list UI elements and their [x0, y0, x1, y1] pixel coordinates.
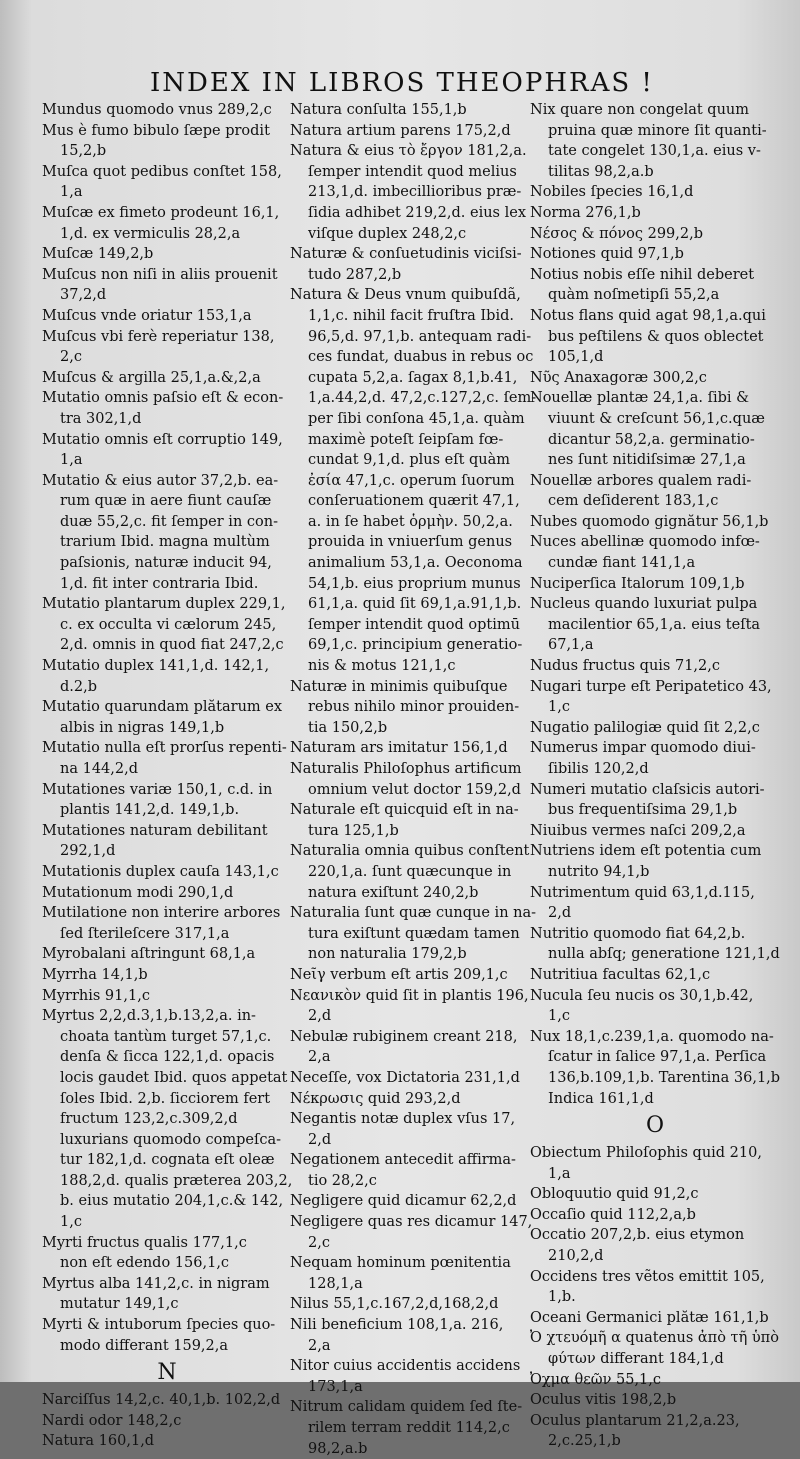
index-entry: Negantis notæ duplex vſus 17,	[290, 1111, 516, 1128]
index-entry: Mutationes naturam debilitant	[42, 822, 268, 839]
index-entry: 210,2,d	[548, 1248, 604, 1265]
index-entry: Natura 160,1,d	[42, 1433, 155, 1450]
index-entry: tilitas 98,2,a.b	[548, 163, 654, 180]
index-entry: Muſcus & argilla 25,1,a.&,2,a	[42, 369, 261, 386]
index-entry: tura exiſtunt quædam tamen	[308, 925, 520, 942]
index-entry: Mundus quomodo vnus 289,2,c	[42, 102, 272, 118]
index-entry: Narciſſus 14,2,c. 40,1,b. 102,2,d	[42, 1392, 281, 1409]
index-entry: 136,b.109,1,b. Tarentina 36,1,b	[548, 1069, 781, 1086]
index-entry: 1,a	[60, 452, 83, 469]
index-entry: Nequam hominum pœnitentia	[290, 1255, 511, 1272]
index-entry: Nucleus quando luxuriat pulpa	[530, 596, 758, 613]
index-entry: Numerus impar quomodo diui-	[530, 740, 756, 757]
index-entry: Naturam ars imitatur 156,1,d	[290, 740, 508, 757]
index-entry: Numeri mutatio claſsicis autori-	[530, 781, 765, 798]
index-entry: Notus flans quid agat 98,1,a.qui	[530, 307, 766, 324]
index-entry: Notiones quid 97,1,b	[530, 246, 684, 263]
index-entry: Nutritiua facultas 62,1,c	[530, 966, 711, 983]
index-entry: nulla abſq; generatione 121,1,d	[548, 946, 780, 963]
index-entry: 2,c.25,1,b	[548, 1433, 621, 1450]
index-entry: Norma 276,1,b	[530, 204, 641, 221]
index-entry: Occaſio quid 112,2,a,b	[530, 1206, 696, 1223]
index-entry: quàm noſmetipſi 55,2,a	[548, 287, 720, 304]
index-entry: 67,1,a	[548, 637, 594, 654]
index-entry: maximè poteſt ſeipſam fœ-	[308, 431, 504, 448]
index-entry: Mutatio omnis eſt corruptio 149,	[42, 431, 283, 448]
index-entry: Mutilatione non interire arbores	[42, 905, 281, 922]
index-entry: 1,d. ex vermiculis 28,2,a	[60, 225, 241, 242]
index-entry: 54,1,b. eius proprium munus	[308, 575, 521, 592]
index-entry: Nitrum calidam quidem ſed ſte-	[290, 1399, 523, 1416]
index-entry: 98,2,a.b	[308, 1440, 368, 1457]
index-entry: cundat 9,1,d. plus eſt quàm	[308, 452, 511, 469]
index-entry: 220,1,a. ſunt quæcunque in	[308, 863, 512, 880]
index-entry: Νῦς Anaxagoræ 300,2,c	[530, 369, 707, 386]
index-entry: conſeruationem quærit 47,1,	[308, 493, 520, 510]
page-header: INDEX IN LIBROS THEOPHRAS !	[150, 68, 654, 98]
index-entry: Naturæ & conſuetudinis viciſsi-	[290, 246, 522, 263]
index-entry: 2,c	[308, 1234, 330, 1251]
index-entry: Nubes quomodo gignătur 56,1,b	[530, 513, 769, 530]
index-entry: bus peſtilens & quos oblectet	[548, 328, 764, 345]
index-entry: Νεανικὸν quid ſit in plantis 196,	[290, 987, 529, 1004]
index-entry: non eſt edendo 156,1,c	[60, 1255, 230, 1272]
index-entry: fructum 123,2,c.309,2,d	[60, 1111, 238, 1128]
index-entry: Natura & Deus vnum quibuſdã,	[290, 287, 521, 304]
index-entry: Myrtus 2,2,d.3,1,b.13,2,a. in-	[42, 1008, 256, 1025]
index-entry: cem deſiderent 183,1,c	[548, 493, 719, 510]
index-entry: 1,c	[548, 699, 570, 716]
index-entry: 128,1,a	[308, 1275, 363, 1292]
index-entry: Muſca quot pedibus conſtet 158,	[42, 163, 282, 180]
index-entry: Muſcæ 149,2,b	[42, 246, 154, 263]
index-entry: Nugari turpe eſt Peripatetico 43,	[530, 678, 772, 695]
index-entry: 1,a.44,2,d. 47,2,c.127,2,c. ſem-	[308, 390, 537, 407]
index-entry: Natura & eius τὸ ἔργον 181,2,a.	[290, 143, 527, 160]
index-entry: Negationem antecedit affirma-	[290, 1152, 516, 1169]
index-entry: 105,1,d	[548, 349, 604, 366]
index-entry: Myrrha 14,1,b	[42, 966, 148, 983]
index-entry: Neῖγ verbum eſt artis 209,1,c	[290, 966, 508, 983]
index-entry: natura exiſtunt 240,2,b	[308, 884, 479, 901]
index-entry: 292,1,d	[60, 843, 116, 860]
index-entry: 15,2,b	[60, 143, 107, 160]
index-entry: Mutatio nulla eſt prorſus repenti-	[42, 740, 287, 757]
index-entry: viuunt & creſcunt 56,1,c.quæ	[548, 410, 765, 427]
index-entry: Nebulæ rubiginem creant 218,	[290, 1028, 518, 1045]
index-entry: Mutationes variæ 150,1, c.d. in	[42, 781, 273, 798]
index-entry: Negligere quid dicamur 62,2,d	[290, 1193, 517, 1210]
index-entry: albis in nigras 149,1,b	[60, 719, 225, 736]
index-entry: Occidens tres vẽtos emittit 105,	[530, 1268, 765, 1285]
index-entry: Muſcæ ex fimeto prodeunt 16,1,	[42, 204, 280, 221]
index-entry: Negligere quas res dicamur 147,	[290, 1214, 533, 1231]
index-entry: Naturale eſt quicquid eſt in na-	[290, 802, 519, 819]
index-entry: rebus nihilo minor prouiden-	[308, 699, 520, 716]
index-entry: ſcatur in ſalice 97,1,a. Perſica	[548, 1049, 767, 1066]
index-entry: 96,5,d. 97,1,b. antequam radi-	[308, 328, 532, 345]
index-entry: Νέσος & πόνος 299,2,b	[530, 225, 704, 242]
index-entry: Myrtus alba 141,2,c. in nigram	[42, 1275, 270, 1292]
index-entry: 2,c	[60, 349, 82, 366]
index-entry: dicantur 58,2,a. germinatio-	[548, 431, 755, 448]
index-entry: non naturalia 179,2,b	[308, 946, 467, 963]
index-entry: 69,1,c. principium generatio-	[308, 637, 523, 654]
index-entry: ſoles Ibid. 2,b. ſicciorem fert	[60, 1090, 271, 1107]
index-entry: 2,a	[308, 1049, 331, 1066]
index-entry: mutatur 149,1,c	[60, 1296, 179, 1313]
index-entry: pruina quæ minore ſit quanti-	[548, 122, 767, 139]
index-entry: Myrobalani aſtringunt 68,1,a	[42, 946, 256, 963]
index-entry: viſque duplex 248,2,c	[308, 225, 467, 242]
index-entry: 188,2,d. qualis præterea 203,2,	[60, 1172, 293, 1189]
index-entry: tura 125,1,b	[308, 822, 399, 839]
index-entry: Notius nobis eſſe nihil deberet	[530, 266, 755, 283]
index-entry: Myrrhis 91,1,c	[42, 987, 150, 1004]
index-entry: Mus è fumo bibulo ſæpe prodit	[42, 122, 270, 139]
index-entry: ces fundat, duabus in rebus oc	[308, 349, 534, 366]
index-entry: Ὀχμα θεῶν 55,1,c	[530, 1371, 662, 1388]
index-entry: cundæ fiant 141,1,a	[548, 555, 696, 572]
index-entry: Nugatio palilogiæ quid ſit 2,2,c	[530, 719, 760, 736]
index-entry: tur 182,1,d. cognata eſt oleæ	[60, 1152, 275, 1169]
index-entry: 1,a	[60, 184, 83, 201]
index-entry: 1,1,c. nihil facit fruſtra Ibid.	[308, 307, 514, 324]
index-entry: animalium 53,1,a. Oeconoma	[308, 555, 523, 572]
index-entry: Ὀ χτευόμῆ α quatenus ἀπὸ τῆ ὑπὸ	[530, 1330, 779, 1347]
index-entry: nes ſunt nitidiſsimæ 27,1,a	[548, 452, 746, 469]
index-entry: Nutritio quomodo fiat 64,2,b.	[530, 925, 746, 942]
index-entry: na 144,2,d	[60, 761, 138, 777]
index-entry: Naturæ in minimis quibuſque	[290, 678, 508, 695]
index-entry: Myrti & intuborum ſpecies quo-	[42, 1317, 276, 1334]
index-entry: φύτων differant 184,1,d	[548, 1351, 724, 1368]
index-entry: Mutatio & eius autor 37,2,b. ea-	[42, 472, 279, 489]
index-entry: 2,a	[308, 1337, 331, 1354]
index-entry: 1,c	[60, 1214, 82, 1231]
index-entry: Nitor cuius accidentis accidens	[290, 1358, 521, 1375]
index-entry: Mutatio quarundam plătarum ex	[42, 699, 283, 716]
index-entry: luxurians quomodo compeſca-	[60, 1131, 282, 1148]
index-entry: tra 302,1,d	[60, 410, 142, 427]
index-entry: ſibilis 120,2,d	[548, 761, 649, 777]
index-entry: 1,c	[548, 1008, 570, 1025]
index-entry: Occatio 207,2,b. eius etymon	[530, 1227, 745, 1244]
index-entry: Obiectum Philoſophis quid 210,	[530, 1145, 762, 1162]
index-entry: choata tantùm turget 57,1,c.	[60, 1028, 272, 1045]
index-column-1	[42, 100, 292, 1452]
index-entry: Nucula ſeu nucis os 30,1,b.42,	[530, 987, 754, 1004]
index-entry: Nouellæ arbores qualem radi-	[530, 472, 752, 489]
index-entry: prouida in vniuerſum genus	[308, 534, 513, 551]
index-entry: c. ex occulta vi cælorum 245,	[60, 616, 277, 633]
index-entry: Natura artium parens 175,2,d	[290, 122, 511, 139]
index-entry: rum quæ in aere fiunt cauſæ	[60, 493, 272, 510]
index-entry: Niuibus vermes naſci 209,2,a	[530, 822, 746, 839]
index-column-2	[290, 100, 540, 1459]
index-entry: locis gaudet Ibid. quos appetat	[60, 1069, 288, 1086]
index-entry: Mutatio omnis paſsio eſt & econ-	[42, 390, 284, 407]
index-entry: Nutriens idem eſt potentia cum	[530, 843, 762, 860]
index-entry: 213,1,d. imbecillioribus præ-	[308, 184, 522, 201]
index-entry: 37,2,d	[60, 287, 107, 304]
index-entry: Obloquutio quid 91,2,c	[530, 1186, 699, 1203]
index-entry: modo differant 159,2,a	[60, 1337, 229, 1354]
index-entry: Mutationis duplex cauſa 143,1,c	[42, 863, 279, 880]
index-entry: paſsionis, naturæ inducit 94,	[60, 555, 272, 572]
index-entry: Nuces abellinæ quomodo infœ-	[530, 534, 760, 551]
index-entry: Oculus plantarum 21,2,a.23,	[530, 1412, 740, 1429]
index-entry: Indica 161,1,d	[548, 1090, 654, 1107]
index-entry: d.2,b	[60, 678, 98, 695]
index-entry: ἐσία 47,1,c. operum ſuorum	[308, 472, 515, 489]
index-column-3	[530, 100, 780, 1452]
index-entry: omnium velut doctor 159,2,d	[308, 781, 521, 798]
index-entry: nis & motus 121,1,c	[308, 658, 456, 675]
index-entry: 173,1,a	[308, 1378, 363, 1395]
index-entry: Oculus vitis 198,2,b	[530, 1392, 677, 1409]
index-entry: b. eius mutatio 204,1,c.& 142,	[60, 1193, 284, 1210]
index-entry: 1,b.	[548, 1289, 576, 1306]
index-entry: Neceſſe, vox Dictatoria 231,1,d	[290, 1069, 520, 1086]
section-letter: N	[157, 1360, 177, 1386]
index-entry: Natura conſulta 155,1,b	[290, 102, 467, 118]
index-entry: cupata 5,2,a. ſagax 8,1,b.41,	[308, 369, 518, 386]
index-entry: 61,1,a. quid ſit 69,1,a.91,1,b.	[308, 596, 522, 613]
index-entry: Nardi odor 148,2,c	[42, 1412, 182, 1429]
index-entry: per ſibi conſona 45,1,a. quàm	[308, 410, 525, 427]
index-entry: 2,d. omnis in quod fiat 247,2,c	[60, 637, 284, 654]
index-entry: Nouellæ plantæ 24,1,a. ſibi &	[530, 390, 750, 407]
index-entry: ſemper intendit quod melius	[308, 163, 517, 180]
index-entry: tio 28,2,c	[308, 1172, 377, 1189]
index-entry: tudo 287,2,b	[308, 266, 402, 283]
index-entry: Naturalia omnia quibus conſtent	[290, 843, 530, 860]
index-entry: Nobiles ſpecies 16,1,d	[530, 184, 694, 201]
index-entry: Nili beneficium 108,1,a. 216,	[290, 1317, 504, 1334]
index-entry: Muſcus vbi ferè reperiatur 138,	[42, 328, 275, 345]
index-entry: denſa & ſicca 122,1,d. opacis	[60, 1049, 275, 1066]
section-letter: O	[645, 1113, 665, 1139]
index-entry: a. in ſe habet ὁρμὴν. 50,2,a.	[308, 513, 513, 530]
index-entry: trarium Ibid. magna multùm	[60, 534, 270, 551]
index-entry: Myrti fructus qualis 177,1,c	[42, 1234, 247, 1251]
index-entry: macilentior 65,1,a. eius teſta	[548, 616, 761, 633]
index-entry: Naturalia ſunt quæ cunque in na-	[290, 905, 537, 922]
index-entry: tia 150,2,b	[308, 719, 388, 736]
index-entry: Nux 18,1,c.239,1,a. quomodo na-	[530, 1028, 774, 1045]
index-entry: ſidia adhibet 219,2,d. eius lex	[308, 204, 527, 221]
index-entry: 2,d	[308, 1008, 332, 1025]
index-entry: nutrito 94,1,b	[548, 863, 650, 880]
index-entry: Νέκρωσις quid 293,2,d	[290, 1090, 461, 1107]
index-entry: Mutatio duplex 141,1,d. 142,1,	[42, 658, 270, 675]
index-entry: ſed ſterileſcere 317,1,a	[60, 925, 230, 942]
index-entry: Naturalis Philoſophus artificum	[290, 761, 522, 777]
index-entry: ſemper intendit quod optimū	[308, 616, 520, 633]
index-entry: 2,d	[308, 1131, 332, 1148]
index-entry: Nudus fructus quis 71,2,c	[530, 658, 720, 675]
index-entry: 1,d. fit inter contraria Ibid.	[60, 575, 259, 592]
index-entry: plantis 141,2,d. 149,1,b.	[60, 802, 240, 819]
index-entry: tate congelet 130,1,a. eius v-	[548, 143, 761, 160]
index-entry: Mutatio plantarum duplex 229,1,	[42, 596, 286, 613]
index-entry: Nilus 55,1,c.167,2,d,168,2,d	[290, 1296, 499, 1313]
index-entry: Oceani Germanici plătæ 161,1,b	[530, 1309, 769, 1326]
index-entry: 1,a	[548, 1165, 571, 1182]
index-entry: rilem terram reddit 114,2,c	[308, 1420, 510, 1436]
index-entry: Nix quare non congelat quum	[530, 102, 749, 118]
index-entry: bus frequentiſsima 29,1,b	[548, 802, 738, 819]
index-entry: Muſcus vnde oriatur 153,1,a	[42, 307, 252, 324]
index-entry: Nutrimentum quid 63,1,d.115,	[530, 884, 755, 901]
index-entry: Muſcus non niſi in aliis prouenit	[42, 266, 278, 283]
index-entry: Nuciperſica Italorum 109,1,b	[530, 575, 745, 592]
index-entry: 2,d	[548, 905, 572, 922]
index-entry: Mutationum modi 290,1,d	[42, 884, 234, 901]
index-entry: duæ 55,2,c. fit ſemper in con-	[60, 513, 278, 530]
